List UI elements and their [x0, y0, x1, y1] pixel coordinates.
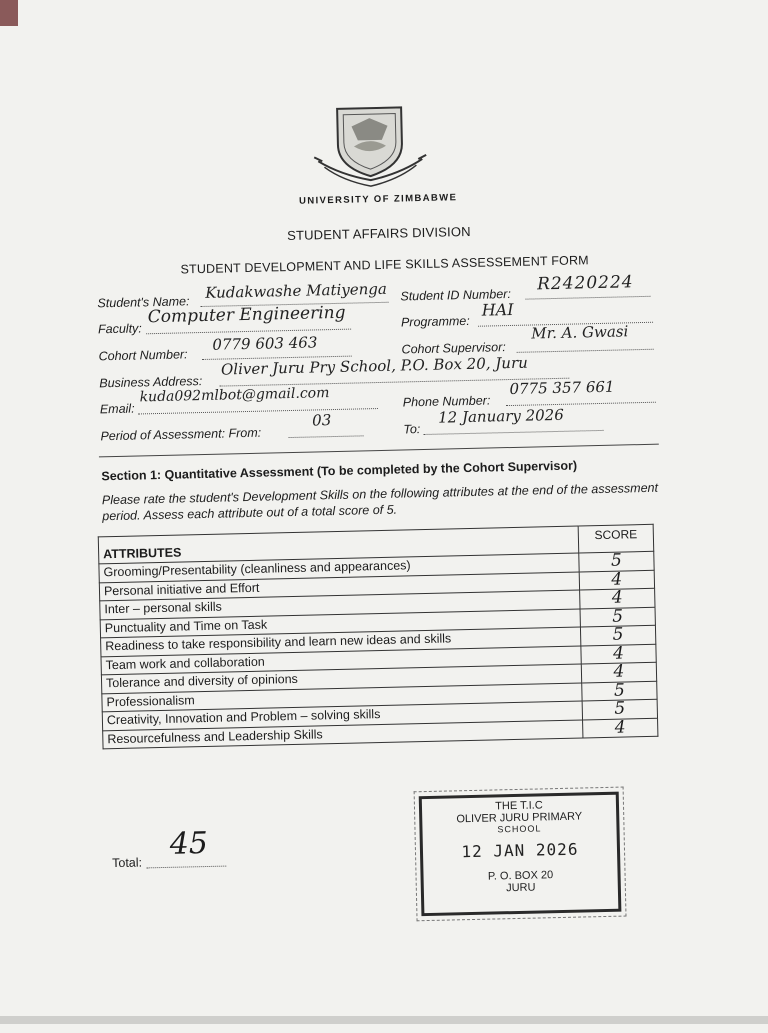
- attribute-cell: Professionalism: [102, 682, 582, 711]
- score-cell: 5: [580, 607, 655, 627]
- phone-value: 0775 357 661: [509, 377, 615, 399]
- attribute-cell: Tolerance and diversity of opinions: [101, 664, 581, 693]
- attribute-cell: Creativity, Innovation and Problem – solving skills: [102, 701, 582, 730]
- stamp-line-6: JURU: [506, 881, 536, 895]
- programme-value: HAI: [481, 299, 514, 320]
- score-cell: 4: [580, 588, 655, 608]
- attributes-table: [98, 524, 659, 750]
- total-value: 45: [169, 825, 209, 862]
- business-address-label: Business Address:: [99, 374, 203, 391]
- attribute-cell: Inter – personal skills: [100, 590, 580, 619]
- attribute-cell: Resourcefulness and Leadership Skills: [103, 719, 583, 748]
- attribute-cell: Grooming/Presentability (cleanliness and appearances): [99, 553, 579, 582]
- email-label: Email:: [99, 401, 135, 417]
- student-id-label: Student ID Number:: [400, 286, 511, 304]
- stamp-line-5: P. O. BOX 20: [487, 869, 554, 883]
- phone-label: Phone Number:: [402, 393, 491, 410]
- score-cell: 4: [579, 570, 654, 590]
- student-id-value: R2420224: [536, 272, 634, 295]
- university-name: UNIVERSITY OF ZIMBABWE: [298, 192, 458, 207]
- faculty-value: Computer Engineering: [147, 302, 346, 328]
- business-address-value: Oliver Juru Pry School, P.O. Box 20, Juru: [220, 353, 529, 379]
- total-label: Total:: [112, 855, 143, 871]
- email-value: kuda092mlbot@gmail.com: [139, 385, 330, 406]
- student-name-label: Student's Name:: [97, 294, 190, 311]
- score-header: SCORE: [594, 527, 638, 543]
- attributes-header: ATTRIBUTES: [98, 526, 578, 564]
- score-cell: 4: [581, 662, 656, 682]
- university-crest-icon: [309, 98, 451, 193]
- period-to-value: 12 January 2026: [437, 405, 564, 427]
- division-title: STUDENT AFFAIRS DIVISION: [286, 223, 471, 244]
- score-cell: 5: [582, 699, 657, 719]
- attribute-cell: Personal initiative and Effort: [99, 571, 579, 600]
- school-stamp: [419, 792, 622, 917]
- section-1-instructions: Please rate the student's Development Skills on the following attributes at the end of the assessment period. Assess each attribute out of a total score of 5.: [101, 480, 659, 524]
- attribute-cell: Team work and collaboration: [101, 645, 581, 674]
- faculty-label: Faculty:: [97, 321, 142, 337]
- score-cell: 5: [579, 551, 654, 571]
- period-from-label: Period of Assessment: From:: [100, 425, 262, 444]
- period-from-value: 03: [311, 411, 332, 430]
- section-divider: [99, 444, 659, 458]
- page-bottom-edge: [0, 1016, 768, 1024]
- score-cell: 5: [580, 625, 655, 645]
- student-name-value: Kudakwashe Matiyenga: [205, 279, 388, 302]
- score-cell: 4: [583, 718, 658, 738]
- stamp-line-2: OLIVER JURU PRIMARY: [456, 810, 583, 826]
- attribute-cell: Readiness to take responsibility and learn new ideas and skills: [101, 627, 581, 656]
- stamp-line-3: SCHOOL: [497, 823, 542, 835]
- programme-label: Programme:: [400, 313, 470, 330]
- section-1-title: Section 1: Quantitative Assessment (To be completed by the Cohort Supervisor): [101, 458, 578, 484]
- stamp-line-1: THE T.I.C: [495, 799, 543, 813]
- form-title: STUDENT DEVELOPMENT AND LIFE SKILLS ASSESSEMENT FORM: [180, 253, 589, 277]
- score-cell: 5: [582, 681, 657, 701]
- period-to-label: To:: [403, 422, 421, 437]
- attribute-cell: Punctuality and Time on Task: [100, 608, 580, 637]
- stamp-date: 12 JAN 2026: [461, 839, 579, 862]
- score-cell: 4: [581, 644, 656, 664]
- cohort-number-label: Cohort Number:: [98, 347, 188, 364]
- cohort-number-value: 0779 603 463: [212, 333, 318, 354]
- cohort-supervisor-label: Cohort Supervisor:: [401, 340, 506, 357]
- cohort-supervisor-value: Mr. A. Gwasi: [531, 322, 629, 343]
